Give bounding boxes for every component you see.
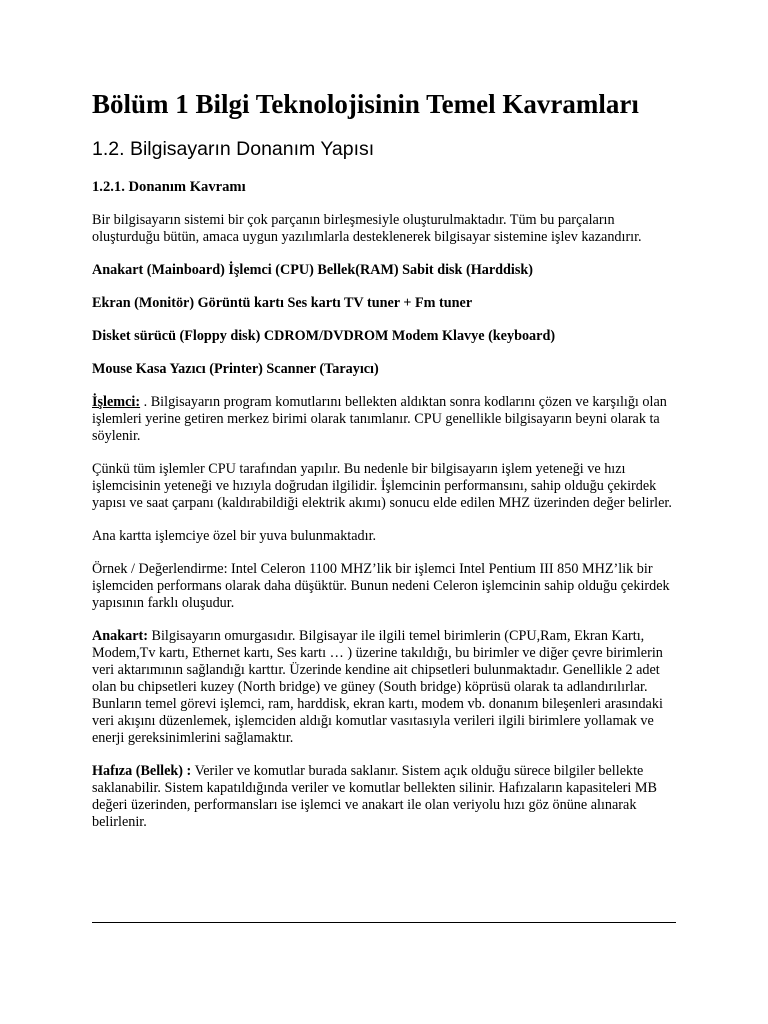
mainboard-term: Anakart: bbox=[92, 628, 148, 644]
component-list-line: Disket sürücü (Floppy disk) CDROM/DVDROM Modem Klavye (keyboard) bbox=[92, 328, 556, 344]
memory-definition: Veriler ve komutlar burada saklanır. Sistem açık olduğu sürece bilgiler bellekte saklanabilir. Sistem kapatıldığında veriler ve komutlar bellekten silinir. Hafızaların kapasiteleri MB değeri üzerinden, performansları ise işlemci ve anakart ile olan veriyolu hızı göz önüne alınarak belirlenir. bbox=[92, 763, 657, 830]
cpu-paragraph-2: Çünkü tüm işlemler CPU tarafından yapılır. Bu nedenle bir bilgisayarın işlem yeteneği ve hızı işlemcisinin yeteneği ve hızıyla doğrudan ilgilidir. İşlemcinin performansını, sahip olduğu çekirdek yapısı ve saat çarpanı (kaldırabildiği elektrik akımı) sonucu elde edilen MHZ üzerinden değer belirler. bbox=[92, 461, 672, 511]
section-heading: 1.2. Bilgisayarın Donanım Yapısı bbox=[92, 138, 375, 160]
cpu-paragraph bbox=[92, 394, 676, 445]
cpu-paragraph-3: Ana kartta işlemciye özel bir yuva bulunmaktadır. bbox=[92, 528, 377, 544]
subsection-heading: 1.2.1. Donanım Kavramı bbox=[92, 179, 246, 195]
mainboard-paragraph bbox=[92, 628, 676, 747]
document-title: Bölüm 1 Bilgi Teknolojisinin Temel Kavramları bbox=[92, 89, 639, 119]
intro-paragraph: Bir bilgisayarın sistemi bir çok parçanın birleşmesiyle oluşturulmaktadır. Tüm bu parçaların oluşturduğu bütün, amaca uygun yazılımlarla desteklenerek bilgisayar sistemine işlev kazandırır. bbox=[92, 212, 642, 245]
memory-paragraph bbox=[92, 763, 676, 831]
component-list-line: Mouse Kasa Yazıcı (Printer) Scanner (Tarayıcı) bbox=[92, 361, 379, 377]
example-paragraph: Örnek / Değerlendirme: Intel Celeron 1100 MHZ’lik bir işlemci Intel Pentium III 850 MHZ’lik bir işlemciden performans olarak daha düşüktür. Bunun nedeni Celeron işlemcinin sahip olduğu çekirdek yapısının farklı oluşudur. bbox=[92, 561, 670, 611]
document-content bbox=[92, 88, 676, 847]
memory-term: Hafıza (Bellek) : bbox=[92, 763, 192, 779]
footer-divider bbox=[92, 922, 676, 923]
cpu-definition: . Bilgisayarın program komutlarını bellekten aldıktan sonra kodlarını çözen ve karşılığı olan işlemleri yerine getiren merkez birimi olarak tanımlanır. CPU genellikle bilgisayarın beyni olarak ta söylenir. bbox=[92, 394, 667, 444]
component-list-line: Ekran (Monitör) Görüntü kartı Ses kartı TV tuner + Fm tuner bbox=[92, 295, 473, 311]
cpu-term: İşlemci: bbox=[92, 394, 141, 410]
mainboard-definition: Bilgisayarın omurgasıdır. Bilgisayar ile ilgili temel birimlerin (CPU,Ram, Ekran Kartı, Modem,Tv kartı, Ethernet kartı, Ses kartı … ) üzerine takıldığı, bu birimler ve diğer çevre birimlerin veri aktarımının sağlandığı karttır. Üzerinde kendine ait chipsetleri bulunmaktadır. Genellikle 2 adet olan bu chipsetleri kuzey (North bridge) ve güney (South bridge) köprüsü olarak ta adlandırılırlar. Bunların temel görevi işlemci, ram, harddisk, ekran kartı, modem vb. donanım bileşenleri arasındaki veri akışını düzenlemek, işlemciden aldığı komutlar vasıtasıyla verileri ilgili birimlere yollamak ve enerji gereksinimlerini sağlamaktır. bbox=[92, 628, 663, 746]
component-list-line: Anakart (Mainboard) İşlemci (CPU) Bellek(RAM) Sabit disk (Harddisk) bbox=[92, 262, 533, 278]
